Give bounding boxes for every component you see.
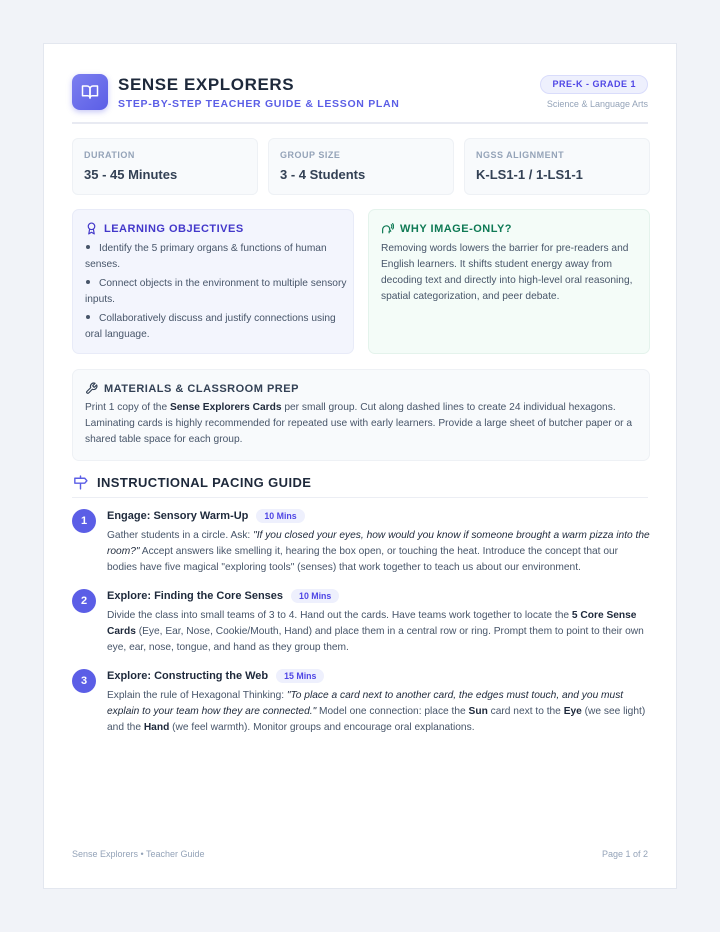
stat-label: NGSS ALIGNMENT <box>476 150 565 160</box>
list-item: Identify the 5 primary organs & functions of human senses. <box>85 243 327 270</box>
award-ribbon-icon <box>85 222 98 235</box>
step-number: 3 <box>72 669 96 693</box>
pacing-guide-heading <box>72 474 311 491</box>
grade-badge: PRE-K - GRADE 1 <box>540 75 648 94</box>
materials-card <box>72 369 650 461</box>
objectives-list <box>85 241 347 346</box>
page-title: SENSE EXPLORERS <box>118 75 295 94</box>
step-title: Engage: Sensory Warm-Up 10 Mins <box>107 509 305 523</box>
materials-heading <box>85 382 299 395</box>
footer-doc-title: Sense Explorers • Teacher Guide <box>72 849 205 859</box>
step-title: Explore: Finding the Core Senses 10 Mins <box>107 589 339 603</box>
stat-ngss-alignment <box>464 138 650 195</box>
why-image-only-card <box>368 209 650 354</box>
learning-objectives-card <box>72 209 354 354</box>
stat-group-size <box>268 138 454 195</box>
logo <box>72 74 108 110</box>
stat-value: K-LS1-1 / 1-LS1-1 <box>476 167 583 182</box>
open-book-icon <box>81 83 99 101</box>
learning-objectives-heading <box>85 222 244 235</box>
duration-badge: 10 Mins <box>256 509 304 523</box>
list-item: Connect objects in the environment to multiple sensory inputs. <box>85 278 347 305</box>
duration-badge: 15 Mins <box>276 669 324 683</box>
step-description: Divide the class into small teams of 3 to 4. Hand out the cards. Have teams work together to locate the 5 Core Sense Cards (Eye, Ear, Nose, Cookie/Mouth, Hand) and place them in a central row or ring. Prompt them to point to their own eye, ear, nose, tongue, and hand as they group them. <box>107 610 644 653</box>
speaking-head-icon <box>381 222 394 235</box>
stat-value: 35 - 45 Minutes <box>84 167 178 182</box>
page-header <box>72 74 648 124</box>
learning-objectives-title: LEARNING OBJECTIVES <box>104 222 244 235</box>
materials-title: MATERIALS & CLASSROOM PREP <box>104 382 299 395</box>
step-description: Gather students in a circle. Ask: "If you closed your eyes, how would you know if someone brought a warm pizza into the room?" Accept answers like smelling it, hearing the box open, or touching the heat. Introduce the concept that our bodies have five magical "exploring tools" (senses) that work together to teach us about our environment. <box>107 530 650 573</box>
duration-badge: 10 Mins <box>291 589 339 603</box>
stat-label: DURATION <box>84 150 135 160</box>
page-subtitle: STEP-BY-STEP TEACHER GUIDE & LESSON PLAN <box>118 98 400 110</box>
stat-value: 3 - 4 Students <box>280 167 366 182</box>
wrench-icon <box>85 382 98 395</box>
footer-page-number: Page 1 of 2 <box>601 849 648 859</box>
section-divider <box>72 497 648 498</box>
step-description: Explain the rule of Hexagonal Thinking: "To place a card next to another card, the edges must touch, and you must explain to your team how they are connected." Model one connection: place the Sun card next to the Eye (we see light) and the Hand (we feel warmth). Monitor groups and encourage oral explanations. <box>107 690 646 733</box>
pacing-guide-title: INSTRUCTIONAL PACING GUIDE <box>97 475 312 490</box>
header-divider <box>72 122 648 124</box>
stat-duration <box>72 138 258 195</box>
step-number: 1 <box>72 509 96 533</box>
why-image-only-heading <box>381 222 512 235</box>
subject-label: Science & Language Arts <box>546 99 648 109</box>
list-item: Collaboratively discuss and justify connections using oral language. <box>85 313 336 340</box>
signpost-icon <box>72 474 89 491</box>
step-title: Explore: Constructing the Web 15 Mins <box>107 669 324 683</box>
lesson-plan-page <box>43 43 677 889</box>
why-image-only-title: WHY IMAGE-ONLY? <box>400 222 513 235</box>
materials-text: Print 1 copy of the Sense Explorers Cards per small group. Cut along dashed lines to create 24 individual hexagons. Laminating cards is highly recommended for repeated use with early learners. Provide a large sheet of butcher paper or a shared table space for each group. <box>85 402 633 445</box>
stat-label: GROUP SIZE <box>280 150 341 160</box>
step-number: 2 <box>72 589 96 613</box>
why-image-only-text: Removing words lowers the barrier for pre-readers and English learners. It shifts student energy away from decoding text and directly into high-level oral reasoning, spatial categorization, and peer debate. <box>381 243 633 302</box>
